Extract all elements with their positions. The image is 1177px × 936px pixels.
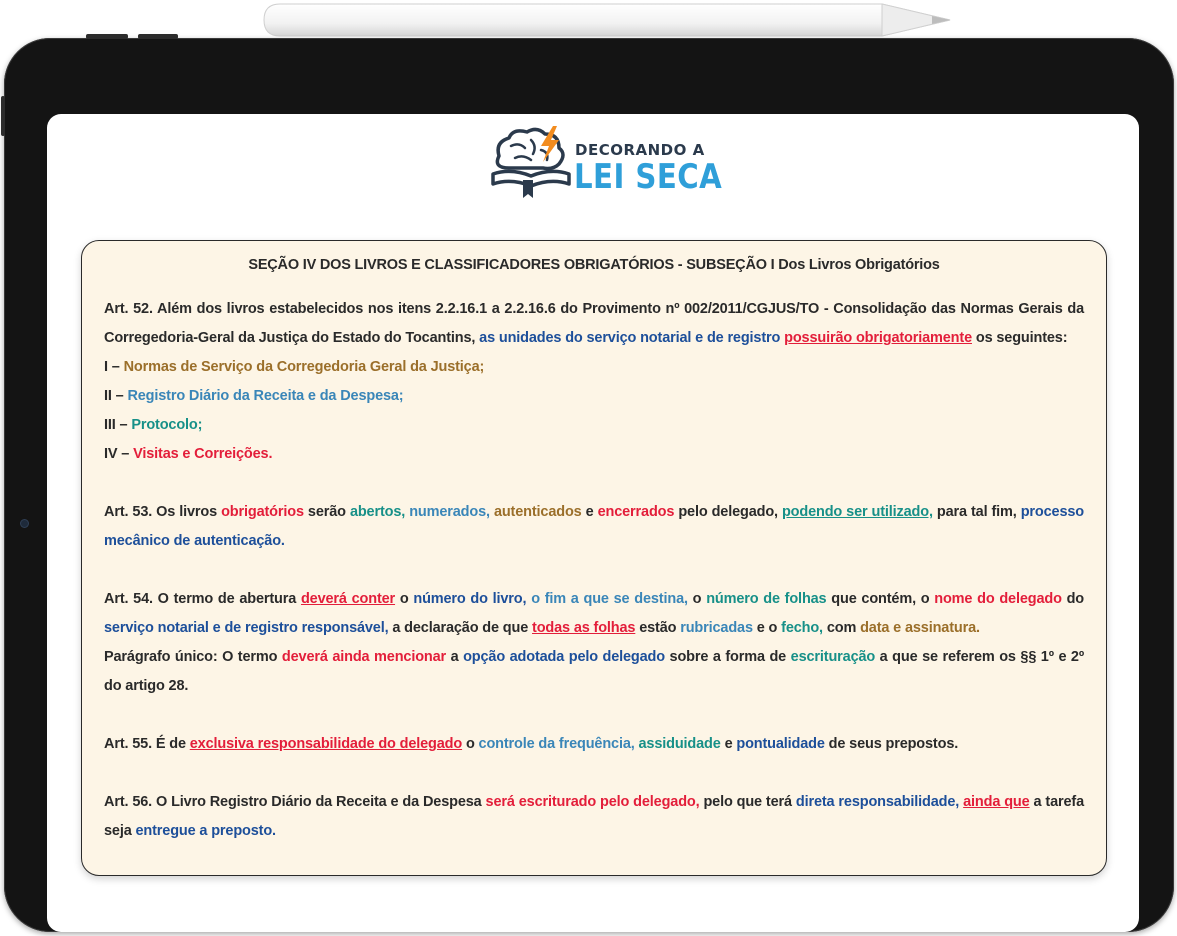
brand-logo bbox=[487, 124, 723, 204]
list-item: I – Normas de Serviço da Corregedoria Geral da Justiça; bbox=[104, 359, 485, 375]
front-camera-icon bbox=[21, 520, 28, 527]
power-button bbox=[1, 96, 5, 136]
list-item-text: Normas de Serviço da Corregedoria Geral da Justiça; bbox=[123, 359, 485, 375]
list-item: III – Protocolo; bbox=[104, 417, 203, 433]
list-item-text: Protocolo; bbox=[131, 417, 203, 433]
content-card bbox=[81, 240, 1107, 876]
brain-book-icon bbox=[487, 124, 577, 202]
paragraph-single: Parágrafo único: O termo deverá ainda mencionar a opção adotada pelo delegado sobre a forma de escrituração a que se referem os §§ 1º e 2º do artigo 28. bbox=[104, 649, 1084, 694]
logo-line1: DECORANDO A bbox=[575, 141, 705, 159]
stylus-pencil bbox=[262, 2, 952, 38]
highlight-run: as unidades do serviço notarial e de registro bbox=[479, 330, 781, 346]
section-title: SEÇÃO IV DOS LIVROS E CLASSIFICADORES OBRIGATÓRIOS - SUBSEÇÃO I Dos Livros Obrigatórios bbox=[248, 257, 940, 273]
article-53: Art. 53. Os livros obrigatórios serão abertos, numerados, autenticados e encerrados pelo delegado, podendo ser utilizado, para tal fim, processo mecânico de autenticação. bbox=[104, 504, 1084, 549]
article-55: Art. 55. É de exclusiva responsabilidade do delegado o controle da frequência, assiduidade e pontualidade de seus prepostos. bbox=[104, 736, 959, 752]
article-52 bbox=[104, 295, 1084, 353]
highlight-run: possuirão obrigatoriamente bbox=[784, 330, 972, 346]
text-run: Art. 52. Além dos livros estabelecidos nos itens 2.2.16.1 a 2.2.16.6 do Provimento nº 002/2011/CGJUS/TO - Consolidação das Normas Gerais da Corregedoria-Geral da Justiça do Estado do Tocantins, bbox=[104, 301, 1084, 346]
list-item: II – Registro Diário da Receita e da Despesa; bbox=[104, 388, 404, 404]
tablet-screen bbox=[47, 114, 1139, 932]
volume-button bbox=[86, 34, 128, 39]
article-56: Art. 56. O Livro Registro Diário da Receita e da Despesa será escriturado pelo delegado, pelo que terá direta responsabilidade, ainda que a tarefa seja entregue a preposto. bbox=[104, 794, 1084, 839]
list-item: IV – Visitas e Correições. bbox=[104, 446, 273, 462]
logo-line2: LEI SECA bbox=[574, 157, 723, 197]
volume-button bbox=[138, 34, 178, 39]
list-item-text: Registro Diário da Receita e da Despesa; bbox=[127, 388, 404, 404]
tablet-frame bbox=[4, 38, 1174, 932]
article-54: Art. 54. O termo de abertura deverá conter o número do livro, o fim a que se destina, o número de folhas que contém, o nome do delegado do serviço notarial e de registro responsável, a declaração de que todas as folhas estão rubricadas e o fecho, com data e assinatura. bbox=[104, 591, 1085, 636]
list-item-text: Visitas e Correições. bbox=[133, 446, 273, 462]
text-run: os seguintes: bbox=[971, 330, 1068, 346]
